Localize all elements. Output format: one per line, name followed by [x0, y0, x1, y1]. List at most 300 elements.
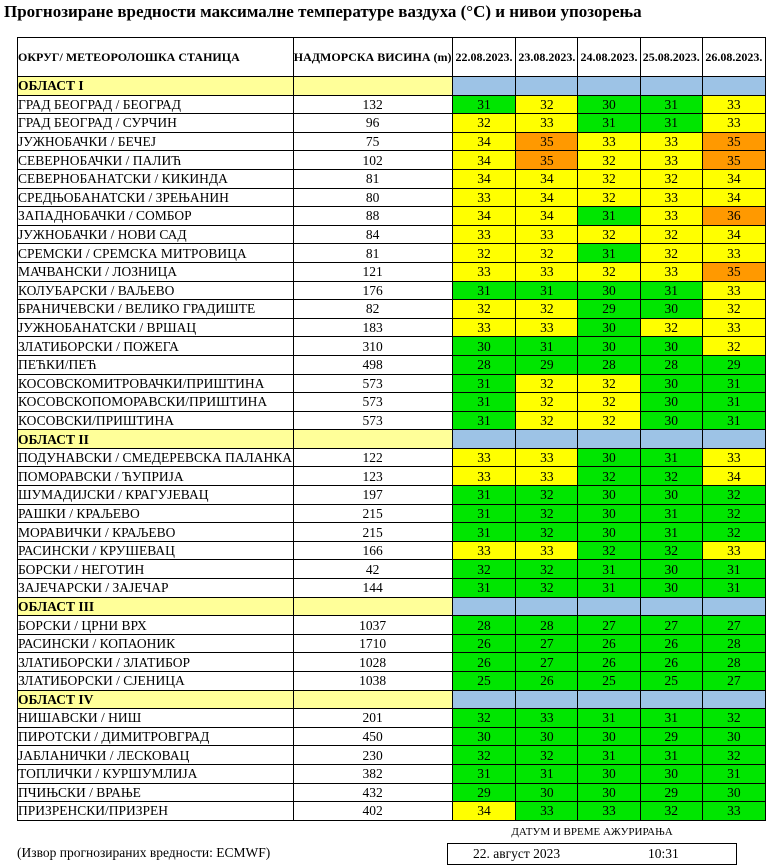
temperature-cell: 30 — [578, 523, 640, 542]
table-row — [18, 783, 766, 802]
temperature-cell: 26 — [452, 653, 516, 672]
temperature-cell: 31 — [452, 486, 516, 505]
temperature-cell: 32 — [516, 504, 578, 523]
update-date: 22. август 2023 — [473, 846, 561, 861]
station-altitude: 1037 — [293, 616, 452, 635]
station-altitude: 84 — [293, 225, 452, 244]
region-name: ОБЛАСТ III — [18, 597, 294, 616]
temperature-cell: 33 — [452, 467, 516, 486]
table-row — [18, 560, 766, 579]
temperature-cell: 25 — [452, 672, 516, 691]
region-date-spacer — [640, 597, 702, 616]
temperature-cell: 26 — [640, 634, 702, 653]
temperature-cell: 33 — [702, 541, 765, 560]
station-altitude: 132 — [293, 95, 452, 114]
station-name: РАСИНСКИ / КОПАОНИК — [18, 634, 294, 653]
temperature-cell: 31 — [452, 281, 516, 300]
forecast-table — [17, 37, 766, 821]
temperature-cell: 32 — [516, 374, 578, 393]
update-box — [447, 843, 737, 865]
temperature-cell: 27 — [578, 616, 640, 635]
station-name: КОСОВСКИ/ПРИШТИНА — [18, 411, 294, 430]
region-date-spacer — [702, 430, 765, 449]
table-row — [18, 374, 766, 393]
station-altitude: 82 — [293, 300, 452, 319]
temperature-cell: 31 — [702, 374, 765, 393]
table-row — [18, 262, 766, 281]
temperature-cell: 32 — [640, 467, 702, 486]
temperature-cell: 32 — [578, 169, 640, 188]
temperature-cell: 32 — [452, 300, 516, 319]
temperature-cell: 31 — [702, 393, 765, 412]
region-date-spacer — [516, 690, 578, 709]
header-row — [18, 38, 766, 77]
temperature-cell: 25 — [640, 672, 702, 691]
table-row — [18, 616, 766, 635]
temperature-cell: 28 — [640, 355, 702, 374]
table-row — [18, 318, 766, 337]
table-row — [18, 504, 766, 523]
station-name: СЕВЕРНОБАЧКИ / ПАЛИЋ — [18, 151, 294, 170]
update-label: ДАТУМ И ВРЕМЕ АЖУРИРАЊА — [511, 826, 673, 838]
table-row — [18, 132, 766, 151]
region-date-spacer — [516, 597, 578, 616]
temperature-cell: 33 — [452, 448, 516, 467]
station-name: БРАНИЧЕВСКИ / ВЕЛИКО ГРАДИШТЕ — [18, 300, 294, 319]
temperature-cell: 33 — [516, 541, 578, 560]
region-spacer — [293, 430, 452, 449]
station-altitude: 432 — [293, 783, 452, 802]
temperature-cell: 32 — [516, 746, 578, 765]
temperature-cell: 29 — [702, 355, 765, 374]
temperature-cell: 31 — [702, 411, 765, 430]
temperature-cell: 35 — [516, 132, 578, 151]
region-name: ОБЛАСТ IV — [18, 690, 294, 709]
temperature-cell: 31 — [640, 746, 702, 765]
station-name: ПИРОТСКИ / ДИМИТРОВГРАД — [18, 727, 294, 746]
station-altitude: 123 — [293, 467, 452, 486]
station-altitude: 573 — [293, 374, 452, 393]
temperature-cell: 30 — [640, 374, 702, 393]
temperature-cell: 27 — [702, 616, 765, 635]
temperature-cell: 28 — [452, 355, 516, 374]
station-name: БОРСКИ / НЕГОТИН — [18, 560, 294, 579]
temperature-cell: 26 — [452, 634, 516, 653]
station-altitude: 1028 — [293, 653, 452, 672]
station-altitude: 121 — [293, 262, 452, 281]
temperature-cell: 32 — [640, 225, 702, 244]
temperature-cell: 33 — [452, 188, 516, 207]
station-name: ГРАД БЕОГРАД / СУРЧИН — [18, 114, 294, 133]
temperature-cell: 33 — [702, 802, 765, 821]
temperature-cell: 31 — [702, 579, 765, 598]
region-name: ОБЛАСТ II — [18, 430, 294, 449]
temperature-cell: 31 — [640, 523, 702, 542]
temperature-cell: 31 — [452, 411, 516, 430]
temperature-cell: 32 — [702, 337, 765, 356]
temperature-cell: 29 — [640, 727, 702, 746]
station-altitude: 573 — [293, 393, 452, 412]
temperature-cell: 29 — [640, 783, 702, 802]
table-row — [18, 244, 766, 263]
temperature-cell: 32 — [578, 151, 640, 170]
station-altitude: 450 — [293, 727, 452, 746]
region-date-spacer — [516, 77, 578, 96]
temperature-cell: 32 — [516, 411, 578, 430]
temperature-cell: 30 — [640, 560, 702, 579]
table-row — [18, 709, 766, 728]
temperature-cell: 31 — [702, 764, 765, 783]
station-name: СЕВЕРНОБАНАТСКИ / КИКИНДА — [18, 169, 294, 188]
temperature-cell: 31 — [640, 709, 702, 728]
temperature-cell: 31 — [640, 281, 702, 300]
region-date-spacer — [452, 597, 516, 616]
temperature-cell: 31 — [578, 579, 640, 598]
region-date-spacer — [640, 77, 702, 96]
region-date-spacer — [702, 77, 765, 96]
temperature-cell: 27 — [702, 672, 765, 691]
altitude-column-header: НАДМОРСКА ВИСИНА (m) — [293, 38, 452, 77]
temperature-cell: 29 — [578, 300, 640, 319]
station-altitude: 96 — [293, 114, 452, 133]
temperature-cell: 31 — [452, 764, 516, 783]
temperature-cell: 35 — [702, 151, 765, 170]
table-row — [18, 114, 766, 133]
temperature-cell: 35 — [702, 132, 765, 151]
temperature-cell: 34 — [452, 151, 516, 170]
region-date-spacer — [578, 690, 640, 709]
station-name: ПОМОРАВСКИ / ЋУПРИЈА — [18, 467, 294, 486]
temperature-cell: 35 — [702, 262, 765, 281]
station-name: ЈАБЛАНИЧКИ / ЛЕСКОВАЦ — [18, 746, 294, 765]
station-name: ПЕЋКИ/ПЕЋ — [18, 355, 294, 374]
temperature-cell: 30 — [578, 504, 640, 523]
temperature-cell: 32 — [578, 374, 640, 393]
temperature-cell: 32 — [702, 523, 765, 542]
table-row — [18, 486, 766, 505]
temperature-cell: 28 — [578, 355, 640, 374]
region-date-spacer — [452, 690, 516, 709]
temperature-cell: 34 — [702, 225, 765, 244]
station-name: СРЕМСКИ / СРЕМСКА МИТРОВИЦА — [18, 244, 294, 263]
temperature-cell: 33 — [702, 95, 765, 114]
temperature-cell: 31 — [640, 114, 702, 133]
temperature-cell: 33 — [702, 281, 765, 300]
temperature-cell: 34 — [452, 132, 516, 151]
temperature-cell: 32 — [516, 244, 578, 263]
station-name: МАЧВАНСКИ / ЛОЗНИЦА — [18, 262, 294, 281]
temperature-cell: 28 — [702, 634, 765, 653]
table-row — [18, 169, 766, 188]
station-name: ЈУЖНОБАЧКИ / БЕЧЕЈ — [18, 132, 294, 151]
station-altitude: 215 — [293, 504, 452, 523]
table-row — [18, 746, 766, 765]
table-row — [18, 448, 766, 467]
temperature-cell: 33 — [516, 262, 578, 281]
temperature-cell: 32 — [452, 746, 516, 765]
temperature-cell: 30 — [640, 411, 702, 430]
station-altitude: 197 — [293, 486, 452, 505]
region-name: ОБЛАСТ I — [18, 77, 294, 96]
station-name: ГРАД БЕОГРАД / БЕОГРАД — [18, 95, 294, 114]
temperature-cell: 31 — [516, 281, 578, 300]
temperature-cell: 30 — [640, 486, 702, 505]
table-row — [18, 151, 766, 170]
temperature-cell: 31 — [452, 523, 516, 542]
temperature-cell: 30 — [640, 337, 702, 356]
temperature-cell: 33 — [640, 151, 702, 170]
temperature-cell: 34 — [452, 207, 516, 226]
temperature-cell: 32 — [702, 504, 765, 523]
temperature-cell: 30 — [452, 337, 516, 356]
temperature-cell: 26 — [640, 653, 702, 672]
temperature-cell: 30 — [516, 783, 578, 802]
station-name: ЗАПАДНОБАЧКИ / СОМБОР — [18, 207, 294, 226]
temperature-cell: 32 — [516, 300, 578, 319]
temperature-cell: 32 — [640, 244, 702, 263]
temperature-cell: 32 — [516, 393, 578, 412]
temperature-cell: 33 — [702, 114, 765, 133]
station-name: МОРАВИЧКИ / КРАЉЕВО — [18, 523, 294, 542]
table-row — [18, 541, 766, 560]
temperature-cell: 32 — [578, 411, 640, 430]
temperature-cell: 30 — [578, 95, 640, 114]
temperature-cell: 32 — [516, 95, 578, 114]
temperature-cell: 33 — [516, 225, 578, 244]
temperature-cell: 33 — [452, 262, 516, 281]
temperature-cell: 32 — [578, 262, 640, 281]
temperature-cell: 33 — [640, 188, 702, 207]
station-altitude: 201 — [293, 709, 452, 728]
table-row — [18, 355, 766, 374]
temperature-cell: 34 — [452, 169, 516, 188]
temperature-cell: 29 — [452, 783, 516, 802]
temperature-cell: 26 — [578, 634, 640, 653]
temperature-cell: 33 — [452, 225, 516, 244]
station-altitude: 166 — [293, 541, 452, 560]
table-row — [18, 207, 766, 226]
temperature-cell: 36 — [702, 207, 765, 226]
station-altitude: 310 — [293, 337, 452, 356]
temperature-cell: 32 — [516, 560, 578, 579]
temperature-cell: 30 — [578, 486, 640, 505]
temperature-cell: 34 — [702, 467, 765, 486]
station-column-header: ОКРУГ/ МЕТЕОРОЛОШКА СТАНИЦА — [18, 38, 294, 77]
temperature-cell: 32 — [452, 560, 516, 579]
station-altitude: 75 — [293, 132, 452, 151]
region-date-spacer — [578, 77, 640, 96]
station-name: ТОПЛИЧКИ / КУРШУМЛИЈА — [18, 764, 294, 783]
temperature-cell: 32 — [640, 541, 702, 560]
table-body — [18, 77, 766, 821]
station-name: СРЕДЊОБАНАТСКИ / ЗРЕЊАНИН — [18, 188, 294, 207]
temperature-cell: 27 — [516, 653, 578, 672]
table-row — [18, 300, 766, 319]
temperature-cell: 30 — [578, 783, 640, 802]
temperature-cell: 34 — [516, 169, 578, 188]
station-name: РАШКИ / КРАЉЕВО — [18, 504, 294, 523]
temperature-cell: 34 — [702, 169, 765, 188]
temperature-cell: 32 — [702, 709, 765, 728]
temperature-cell: 26 — [516, 672, 578, 691]
temperature-cell: 31 — [640, 95, 702, 114]
region-date-spacer — [516, 430, 578, 449]
table-row — [18, 523, 766, 542]
station-altitude: 215 — [293, 523, 452, 542]
station-altitude: 42 — [293, 560, 452, 579]
update-time: 10:31 — [648, 846, 679, 861]
station-name: ПЧИЊСКИ / ВРАЊЕ — [18, 783, 294, 802]
temperature-cell: 32 — [578, 188, 640, 207]
temperature-cell: 26 — [578, 653, 640, 672]
temperature-cell: 33 — [640, 132, 702, 151]
date-column-header: 26.08.2023. — [702, 38, 765, 77]
station-altitude: 573 — [293, 411, 452, 430]
table-row — [18, 411, 766, 430]
table-row — [18, 802, 766, 821]
temperature-cell: 32 — [516, 579, 578, 598]
temperature-cell: 35 — [516, 151, 578, 170]
temperature-cell: 32 — [452, 709, 516, 728]
station-altitude: 122 — [293, 448, 452, 467]
date-column-header: 24.08.2023. — [578, 38, 640, 77]
temperature-cell: 33 — [702, 244, 765, 263]
temperature-cell: 32 — [640, 318, 702, 337]
station-name: НИШАВСКИ / НИШ — [18, 709, 294, 728]
temperature-cell: 33 — [640, 207, 702, 226]
temperature-cell: 31 — [452, 504, 516, 523]
temperature-cell: 33 — [516, 114, 578, 133]
temperature-cell: 32 — [640, 169, 702, 188]
station-altitude: 230 — [293, 746, 452, 765]
temperature-cell: 33 — [516, 467, 578, 486]
temperature-cell: 28 — [702, 653, 765, 672]
temperature-cell: 28 — [452, 616, 516, 635]
temperature-cell: 34 — [516, 188, 578, 207]
temperature-cell: 33 — [516, 709, 578, 728]
temperature-cell: 34 — [702, 188, 765, 207]
station-name: КОСОВСКОМИТРОВАЧКИ/ПРИШТИНА — [18, 374, 294, 393]
station-name: КОСОВСКОПОМОРАВСКИ/ПРИШТИНА — [18, 393, 294, 412]
region-header-row — [18, 430, 766, 449]
temperature-cell: 31 — [640, 504, 702, 523]
station-altitude: 102 — [293, 151, 452, 170]
table-row — [18, 727, 766, 746]
temperature-cell: 30 — [452, 727, 516, 746]
station-altitude: 144 — [293, 579, 452, 598]
station-altitude: 1038 — [293, 672, 452, 691]
temperature-cell: 32 — [516, 486, 578, 505]
station-name: ЈУЖНОБАНАТСКИ / ВРШАЦ — [18, 318, 294, 337]
region-date-spacer — [640, 690, 702, 709]
temperature-cell: 30 — [640, 764, 702, 783]
region-date-spacer — [452, 77, 516, 96]
station-altitude: 176 — [293, 281, 452, 300]
temperature-cell: 33 — [516, 318, 578, 337]
station-altitude: 80 — [293, 188, 452, 207]
table-row — [18, 393, 766, 412]
temperature-cell: 32 — [578, 541, 640, 560]
temperature-cell: 32 — [702, 746, 765, 765]
temperature-cell: 32 — [578, 225, 640, 244]
temperature-cell: 33 — [452, 541, 516, 560]
table-row — [18, 764, 766, 783]
table-row — [18, 467, 766, 486]
station-name: ЗАЈЕЧАРСКИ / ЗАЈЕЧАР — [18, 579, 294, 598]
temperature-cell: 31 — [452, 579, 516, 598]
temperature-cell: 31 — [516, 337, 578, 356]
source-note: (Извор прогнозираних вредности: ECMWF) — [17, 845, 271, 860]
table-row — [18, 337, 766, 356]
region-header-row — [18, 690, 766, 709]
temperature-cell: 30 — [578, 448, 640, 467]
temperature-cell: 30 — [578, 318, 640, 337]
temperature-cell: 31 — [516, 764, 578, 783]
region-date-spacer — [452, 430, 516, 449]
temperature-cell: 30 — [578, 764, 640, 783]
station-name: РАСИНСКИ / КРУШЕВАЦ — [18, 541, 294, 560]
temperature-cell: 31 — [452, 95, 516, 114]
temperature-cell: 27 — [640, 616, 702, 635]
temperature-cell: 32 — [452, 114, 516, 133]
date-column-header: 22.08.2023. — [452, 38, 516, 77]
region-header-row — [18, 77, 766, 96]
station-altitude: 402 — [293, 802, 452, 821]
region-date-spacer — [640, 430, 702, 449]
station-altitude: 183 — [293, 318, 452, 337]
table-row — [18, 579, 766, 598]
table-row — [18, 634, 766, 653]
temperature-cell: 30 — [640, 300, 702, 319]
station-name: КОЛУБАРСКИ / ВАЉЕВО — [18, 281, 294, 300]
table-row — [18, 653, 766, 672]
temperature-cell: 31 — [578, 709, 640, 728]
temperature-cell: 31 — [578, 244, 640, 263]
temperature-cell: 31 — [578, 560, 640, 579]
temperature-cell: 32 — [578, 393, 640, 412]
date-column-header: 23.08.2023. — [516, 38, 578, 77]
table-row — [18, 281, 766, 300]
station-name: БОРСКИ / ЦРНИ ВРХ — [18, 616, 294, 635]
temperature-cell: 33 — [578, 802, 640, 821]
temperature-cell: 27 — [516, 634, 578, 653]
temperature-cell: 31 — [578, 746, 640, 765]
station-name: ПОДУНАВСКИ / СМЕДЕРЕВСКА ПАЛАНКА — [18, 450, 293, 466]
station-name: ПРИЗРЕНСКИ/ПРИЗРЕН — [18, 802, 294, 821]
temperature-cell: 31 — [578, 114, 640, 133]
station-altitude: 81 — [293, 169, 452, 188]
temperature-cell: 32 — [640, 802, 702, 821]
temperature-cell: 32 — [452, 244, 516, 263]
temperature-cell: 30 — [578, 727, 640, 746]
station-altitude: 88 — [293, 207, 452, 226]
station-name: ЗЛАТИБОРСКИ / ЗЛАТИБОР — [18, 653, 294, 672]
temperature-cell: 33 — [640, 262, 702, 281]
temperature-cell: 30 — [702, 783, 765, 802]
region-date-spacer — [578, 430, 640, 449]
temperature-cell: 34 — [516, 207, 578, 226]
station-name: ЗЛАТИБОРСКИ / ПОЖЕГА — [18, 337, 294, 356]
temperature-cell: 30 — [640, 579, 702, 598]
region-date-spacer — [702, 690, 765, 709]
station-name: ШУМАДИЈСКИ / КРАГУЈЕВАЦ — [18, 486, 294, 505]
table-row — [18, 225, 766, 244]
temperature-cell: 28 — [516, 616, 578, 635]
table-row — [18, 188, 766, 207]
station-altitude: 1710 — [293, 634, 452, 653]
temperature-cell: 33 — [516, 448, 578, 467]
temperature-cell: 31 — [452, 393, 516, 412]
